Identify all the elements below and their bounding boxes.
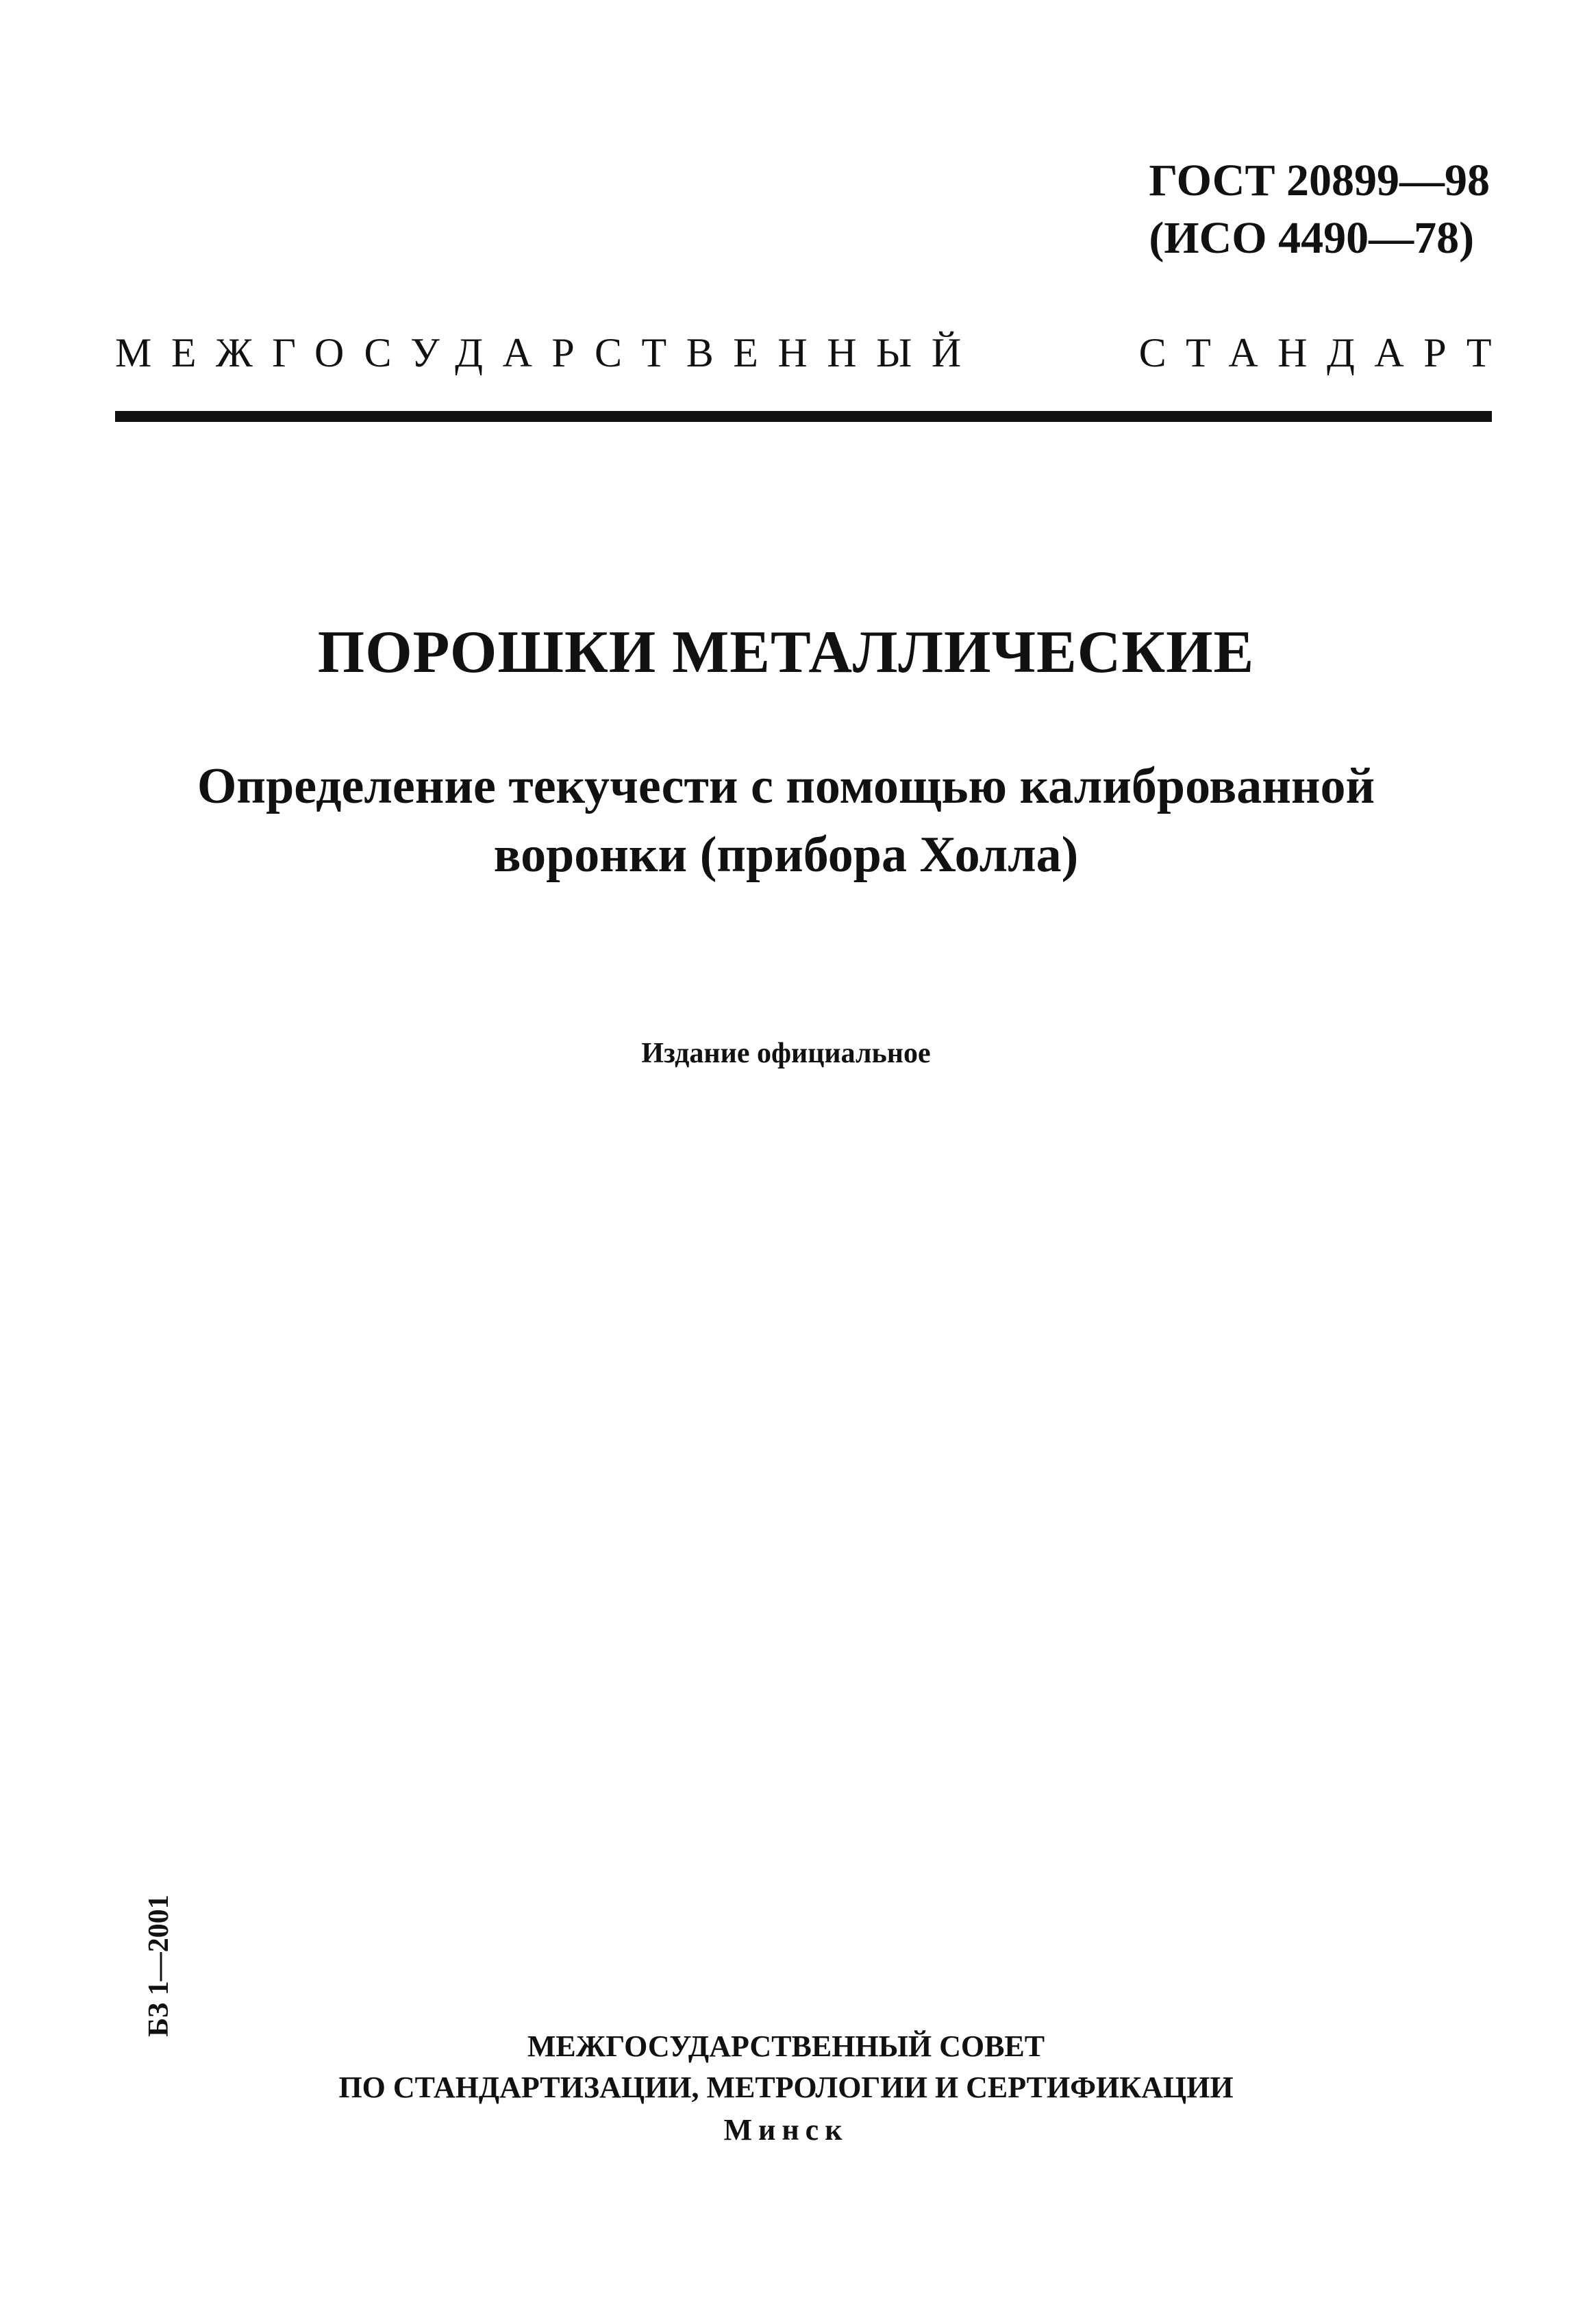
header-divider xyxy=(115,411,1492,422)
standard-type-word-standard: СТАНДАРТ xyxy=(1138,330,1511,375)
standard-type-word-interstate: МЕЖГОСУДАРСТВЕННЫЙ xyxy=(115,330,981,375)
edition-note: Издание официальное xyxy=(641,1038,931,1069)
document-codes xyxy=(1149,152,1490,267)
publisher-city: Минск xyxy=(723,2113,849,2147)
iso-code: (ИСО 4490—78) xyxy=(1149,213,1475,263)
publisher-block xyxy=(0,2026,1572,2151)
subtitle-line-1: Определение текучести с помощью калиброванной xyxy=(197,758,1375,814)
side-catalog-code: БЗ 1—2001 xyxy=(143,1895,175,2037)
standard-type-banner xyxy=(115,329,1511,377)
publisher-line-2: ПО СТАНДАРТИЗАЦИИ, МЕТРОЛОГИИ И СЕРТИФИКАЦИИ xyxy=(338,2071,1234,2104)
page-subtitle xyxy=(0,752,1572,889)
gost-code: ГОСТ 20899—98 xyxy=(1149,155,1490,205)
page-title: ПОРОШКИ МЕТАЛЛИЧЕСКИЕ xyxy=(317,619,1255,686)
publisher-line-1: МЕЖГОСУДАРСТВЕННЫЙ СОВЕТ xyxy=(527,2029,1045,2063)
subtitle-line-2: воронки (прибора Холла) xyxy=(493,827,1079,883)
